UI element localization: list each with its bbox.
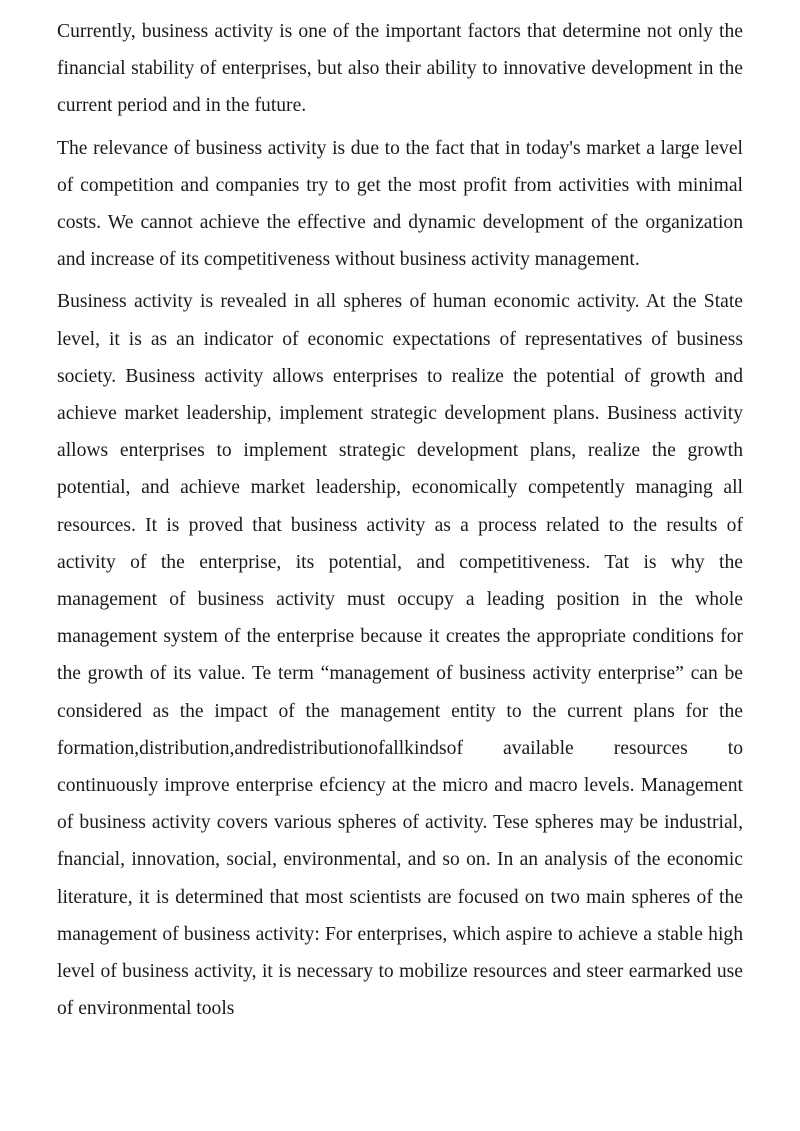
document-body	[57, 13, 743, 1032]
paragraph-2: The relevance of business activity is due to the fact that in today's market a large level of competition and companies try to get the most profit from activities with minimal costs. We cannot achieve the effective and dynamic development of the organization and increase of its competitiveness without business activity management.	[57, 137, 743, 271]
paragraph-1: Currently, business activity is one of the important factors that determine not only the financial stability of enterprises, but also their ability to innovative development in the current period and in the future.	[57, 21, 743, 117]
paragraph-3: Business activity is revealed in all spheres of human economic activity. At the State level, it is as an indicator of economic expectations of representatives of business society. Business activity allows enterprises to realize the potential of growth and achieve market leadership, implement strategic development plans. Business activity allows enterprises to implement strategic development plans, realize the growth potential, and achieve market leadership, economically competently managing all resources. It is proved that business activity as a process related to the results of activity of the enterprise, its potential, and competitiveness. Tat is why the management of business activity must occupy a leading position in the whole management system of the enterprise because it creates the appropriate conditions for the growth of its value. Te term “management of business activity enterprise” can be considered as the impact of the management entity to the current plans for the formation,distribution,andredistributionofallkindsof available resources to continuously improve enterprise efciency at the micro and macro levels. Management of business activity covers various spheres of activity. Tese spheres may be industrial, fnancial, innovation, social, environmental, and so on. In an analysis of the economic literature, it is determined that most scientists are focused on two main spheres of the management of business activity: For enterprises, which aspire to achieve a stable high level of business activity, it is necessary to mobilize resources and steer earmarked use of environmental tools	[57, 291, 743, 1020]
